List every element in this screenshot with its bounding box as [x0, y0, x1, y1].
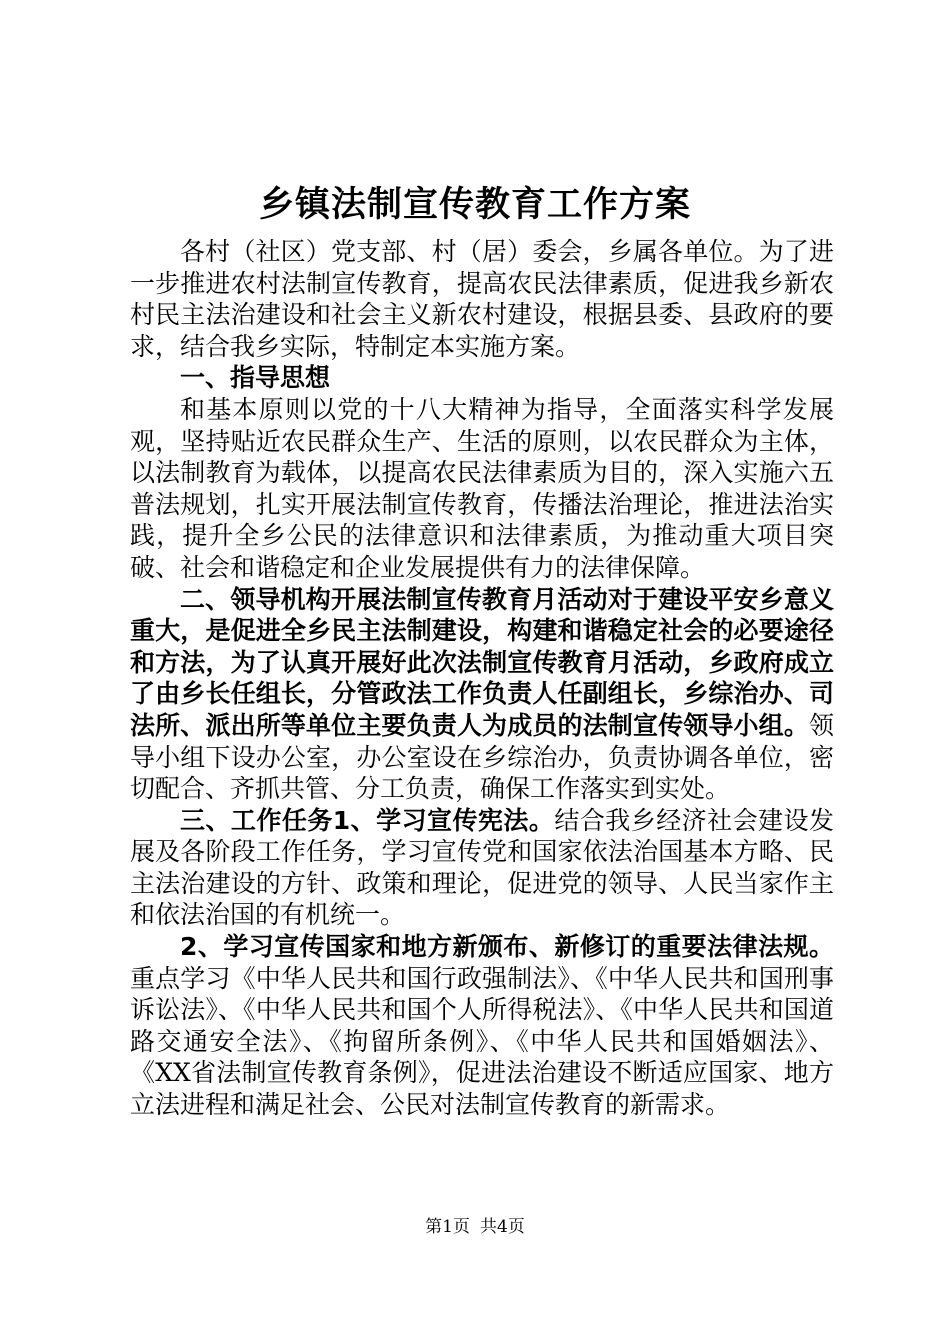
section2-text: 领导小组下设办公室，办公室设在乡综治办，负责协调各单位，密切配合、齐抓共管、分工负责，确保工作落实到实处。	[130, 710, 834, 804]
page-footer	[0, 1216, 950, 1238]
section1-paragraph: 和基本原则以党的十八大精神为指导，全面落实科学发展观，坚持贴近农民群众生产、生活的原则，以农民群众为主体，以法制教育为载体，以提高农民法律素质为目的，深入实施六五普法规划，扎实开展法制宣传教育，传播法治理论，推进法治实践，提升全乡公民的法律意识和法律素质，为推动重大项目突破、社会和谐稳定和企业发展提供有力的法律保障。	[130, 394, 834, 582]
intro-paragraph: 各村（社区）党支部、村（居）委会，乡属各单位。为了进一步推进农村法制宣传教育，提高农民法律素质，促进我乡新农村民主法治建设和社会主义新农村建设，根据县委、县政府的要求，结合我乡实际，特制定本实施方案。	[130, 237, 834, 361]
section2-paragraph	[130, 584, 834, 805]
section3-heading: 三、工作任务1、学习宣传宪法。	[180, 805, 555, 835]
page-total: 共4页	[480, 1217, 525, 1237]
item2-heading: 2、学习宣传国家和地方新颁布、新修订的重要法律法规。	[180, 932, 834, 962]
section1-heading: 一、指导思想	[180, 363, 331, 393]
document-title: 乡镇法制宣传教育工作方案	[258, 185, 691, 225]
document-body	[130, 236, 834, 1121]
section3-text: 结合我乡经济社会建设发展及各阶段工作任务，学习宣传党和国家依法治国基本方略、民主法治建设的方针、政策和理论，促进党的领导、人民当家作主和依法治国的有机统一。	[130, 805, 834, 930]
page-number: 第1页	[425, 1217, 470, 1237]
item2-paragraph	[130, 931, 834, 1121]
section2-heading: 二、领导机构开展法制宣传教育月活动对于建设平安乡意义重大，是促进全乡民主法制建设，构建和谐稳定社会的必要途径和方法，为了认真开展好此次法制宣传教育月活动，乡政府成立了由乡长任组长，分管政法工作负责人任副组长，乡综治办、司法所、派出所等单位主要负责人为成员的法制宣传领导小组。	[130, 584, 834, 740]
section3-paragraph	[130, 805, 834, 931]
section1-heading-paragraph	[130, 362, 834, 394]
item2-text: 重点学习《中华人民共和国行政强制法》、《中华人民共和国刑事诉讼法》、《中华人民共和国个人所得税法》、《中华人民共和国道路交通安全法》、《拘留所条例》、《中华人民共和国婚姻法》、《XX省法制宣传教育条例》，促进法治建设不断适应国家、地方立法进程和满足社会、公民对法制宣传教育的新需求。	[130, 963, 834, 1120]
